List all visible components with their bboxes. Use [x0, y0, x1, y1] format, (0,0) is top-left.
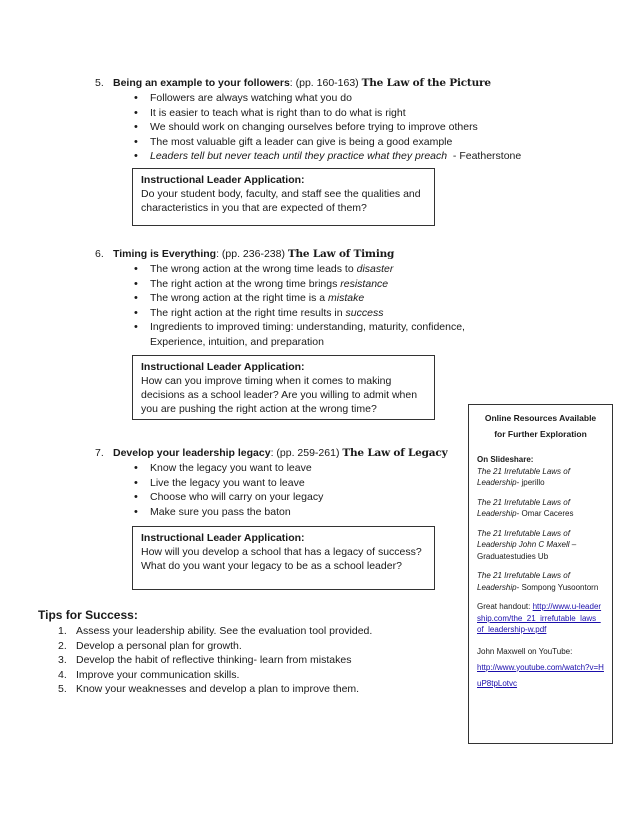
list-item: • It is easier to teach what is right than to do what is right: [132, 106, 521, 121]
resource-item: [477, 528, 604, 563]
application-title: Instructional Leader Application:: [141, 174, 305, 186]
resource-author: - jperillo: [516, 478, 545, 487]
list-item: • We should work on changing ourselves before trying to improve others: [132, 120, 521, 135]
resource-title: The 21 Irrefutable Laws of Leadership John C Maxell: [477, 528, 570, 549]
bullet-text: The wrong action at the wrong time leads to: [150, 263, 357, 275]
resource-title: The 21 Irrefutable Laws of Leadership: [477, 497, 570, 518]
quote-author: - Featherstone: [447, 150, 522, 162]
application-line: you are pushing the right action at the wrong time?: [141, 403, 377, 415]
section-7-heading: [95, 446, 448, 460]
section-title: Being an example to your followers: [113, 77, 290, 89]
list-item: [58, 668, 372, 683]
sidebar-title: for Further Exploration: [494, 429, 587, 439]
item-number: 3.: [58, 654, 67, 666]
list-item: • Make sure you pass the baton: [132, 505, 323, 520]
law-name: The Law of Legacy: [342, 447, 448, 459]
handout-link[interactable]: http://www.u-leadership.com/the_21_irrefutable_laws_of_leadership-w.pdf: [477, 602, 602, 634]
resource-author: - Omar Caceres: [516, 509, 574, 518]
list-item: [58, 624, 372, 639]
online-resources-sidebar: [468, 404, 613, 744]
application-line: Do your student body, faculty, and staff see the qualities and: [141, 188, 421, 200]
slideshare-label: On Slideshare:: [477, 455, 534, 464]
list-item: • Live the legacy you want to leave: [132, 476, 323, 491]
list-item: [132, 320, 465, 349]
section-number: 6.: [95, 248, 104, 260]
application-line: What do you want your legacy to be as a school leader?: [141, 560, 402, 572]
list-item: [132, 306, 465, 321]
list-item: [58, 639, 372, 654]
section-number: 5.: [95, 77, 104, 89]
handout-label: Great handout:: [477, 602, 533, 611]
list-item: [132, 291, 465, 306]
resource-author: - Sompong Yusoontorn: [516, 582, 599, 592]
youtube-label: John Maxwell on YouTube:: [477, 646, 573, 656]
law-name: The Law of Timing: [287, 248, 395, 260]
resource-item: [477, 570, 604, 593]
application-box-7: [132, 526, 435, 590]
section-title: Timing is Everything: [113, 248, 217, 260]
application-title: Instructional Leader Application:: [141, 532, 305, 544]
sidebar-title: Online Resources Available: [484, 413, 597, 423]
law-name: The Law of the Picture: [361, 77, 491, 89]
section-number: 7.: [95, 447, 104, 459]
tips-list: [58, 624, 372, 697]
bullet-emphasis: disaster: [356, 263, 394, 275]
bullet-emphasis: mistake: [328, 292, 365, 304]
application-box-5: [132, 168, 435, 226]
section-7-bullets: [132, 461, 323, 519]
bullet-text: The wrong action at the right time is a: [150, 292, 329, 304]
handout-item: [477, 601, 604, 636]
resource-author: – Graduatestudies Ub: [477, 540, 577, 561]
list-item: [58, 653, 372, 668]
application-line: decisions as a school leader? Are you willing to admit when: [141, 389, 418, 401]
list-item: [132, 277, 465, 292]
list-item: • Choose who will carry on your legacy: [132, 490, 323, 505]
section-pages: : (pp. 160-163): [289, 77, 362, 89]
item-text: Develop a personal plan for growth.: [76, 639, 242, 652]
item-text: Assess your leadership ability. See the evaluation tool provided.: [76, 625, 373, 637]
section-6-bullets: [132, 262, 465, 349]
bullet-text: The right action at the wrong time brings: [150, 277, 341, 290]
resource-item: [477, 466, 604, 489]
list-item: • Know the legacy you want to leave: [132, 461, 323, 476]
list-item: [58, 682, 372, 697]
section-5-bullets: [132, 91, 521, 164]
section-pages: : (pp. 259-261): [270, 447, 343, 459]
item-text: Improve your communication skills.: [76, 668, 240, 681]
section-title: Develop your leadership legacy: [113, 447, 271, 459]
resource-title: The 21 Irrefutable Laws of Leadership: [477, 571, 570, 592]
list-item: [132, 262, 465, 277]
item-number: 2.: [58, 639, 67, 652]
application-title: Instructional Leader Application:: [141, 361, 305, 373]
bullet-emphasis: success: [345, 306, 384, 319]
list-item: • The most valuable gift a leader can give is being a good example: [132, 135, 521, 150]
tips-heading: Tips for Success:: [38, 608, 138, 622]
resource-title: The 21 Irrefutable Laws of Leadership: [477, 466, 570, 487]
resource-item: [477, 497, 604, 520]
item-number: 5.: [58, 683, 67, 695]
bullet-text-continued: Experience, intuition, and preparation: [150, 335, 324, 348]
list-item: [132, 149, 521, 164]
application-line: How will you develop a school that has a legacy of success?: [141, 546, 422, 558]
bullet-text: Ingredients to improved timing: understanding, maturity, confidence,: [150, 321, 465, 333]
item-text: Know your weaknesses and develop a plan to improve them.: [76, 683, 360, 695]
section-5-heading: [95, 76, 491, 90]
list-item: • Followers are always watching what you do: [132, 91, 521, 106]
section-6-heading: [95, 247, 394, 261]
section-pages: : (pp. 236-238): [216, 248, 288, 260]
quote-text: Leaders tell but never teach until they practice what they preach: [150, 150, 448, 162]
item-text: Develop the habit of reflective thinking- learn from mistakes: [76, 654, 352, 666]
application-line: characteristics in you that are expected of them?: [141, 202, 367, 214]
application-line: How can you improve timing when it comes to making: [141, 375, 392, 387]
application-box-6: [132, 355, 435, 420]
item-number: 1.: [58, 625, 67, 637]
youtube-link[interactable]: http://www.youtube.com/watch?v=HuP8tpLotvc: [477, 662, 604, 688]
bullet-emphasis: resistance: [340, 277, 389, 290]
item-number: 4.: [58, 668, 67, 681]
bullet-text: The right action at the right time results in: [150, 306, 346, 319]
